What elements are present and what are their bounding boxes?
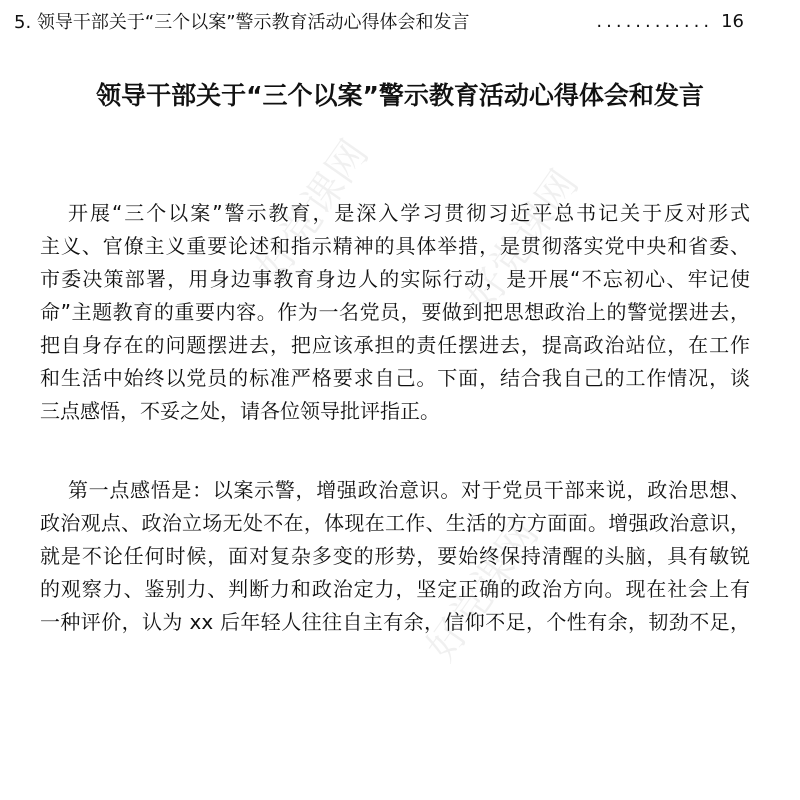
watermark: 好党课网	[418, 511, 548, 670]
toc-page-number: 16	[721, 10, 744, 32]
text-line: 政治观点、政治立场无处不在，体现在工作、生活的方方面面。增强政治意识，	[40, 511, 750, 535]
text-line: 一种评价，认为 xx 后年轻人往往自主有余，信仰不足，个性有余，韧劲不足，	[40, 610, 750, 634]
toc-entry-label: 5. 领导干部关于“三个以案”警示教育活动心得体会和发言	[14, 12, 470, 33]
text-line: 把自身存在的问题摆进去，把应该承担的责任摆进去，提高政治站位，在工作	[40, 333, 750, 357]
text-line: 命”主题教育的重要内容。作为一名党员，要做到把思想政治上的警觉摆进去，	[40, 300, 750, 324]
text-line: 开展“三个以案”警示教育，是深入学习贯彻习近平总书记关于反对形式	[68, 201, 750, 225]
toc-entry[interactable]	[14, 8, 744, 34]
toc-leader-dots: ............	[596, 10, 714, 32]
watermark: 好党课网	[248, 131, 378, 290]
text-line: 就是不论任何时候，面对复杂多变的形势，要始终保持清醒的头脑，具有敏锐	[40, 544, 750, 568]
watermark: 好党课网	[458, 161, 588, 320]
text-line: 主义、官僚主义重要论述和指示精神的具体举措，是贯彻落实党中央和省委、	[40, 234, 750, 258]
text-line: 三点感悟，不妥之处，请各位领导批评指正。	[40, 399, 440, 423]
text-line: 的观察力、鉴别力、判断力和政治定力，坚定正确的政治方向。现在社会上有	[40, 577, 750, 601]
paragraph-intro	[40, 197, 750, 428]
text-line: 第一点感悟是：以案示警，增强政治意识。对于党员干部来说，政治思想、	[68, 478, 750, 502]
text-line: 市委决策部署，用身边事教育身边人的实际行动，是开展“不忘初心、牢记使	[40, 267, 750, 291]
paragraph-first-insight	[40, 474, 750, 639]
document-title: 领导干部关于“三个以案”警示教育活动心得体会和发言	[96, 81, 704, 110]
text-line: 和生活中始终以党员的标准严格要求自己。下面，结合我自己的工作情况，谈	[40, 366, 750, 390]
